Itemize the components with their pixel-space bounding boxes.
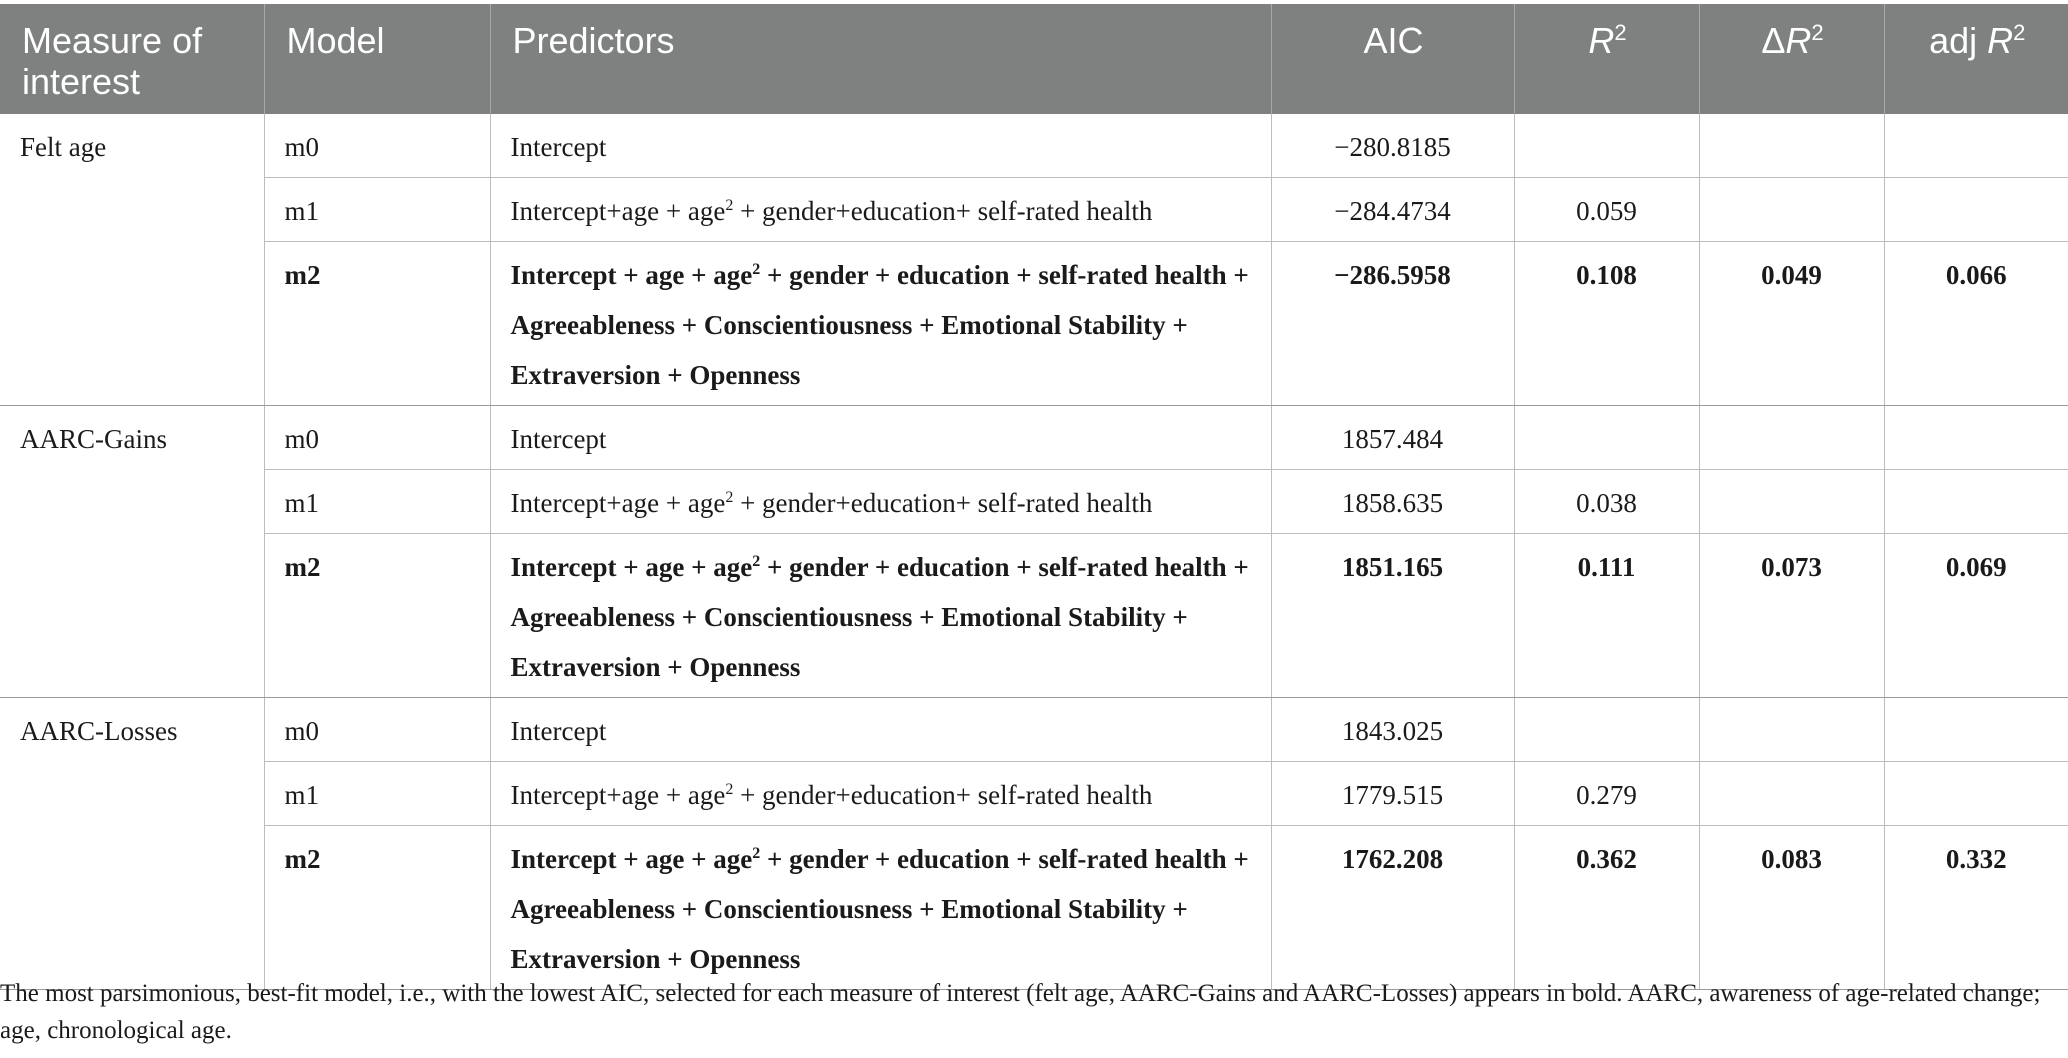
header-model: Model [264, 4, 490, 114]
header-aic: AIC [1271, 4, 1514, 114]
aic-cell: −284.4734 [1271, 178, 1514, 242]
aic-cell: 1779.515 [1271, 762, 1514, 826]
aic-cell: −286.5958 [1271, 242, 1514, 406]
measure-cell: AARC-Gains [0, 406, 264, 698]
predictors-text: Intercept + age + age [510, 844, 753, 874]
aic-cell: 1858.635 [1271, 470, 1514, 534]
header-predictors: Predictors [490, 4, 1271, 114]
predictors-cell [490, 406, 1271, 470]
header-r2-symbol: R [1588, 20, 1615, 61]
table-row [0, 114, 2068, 178]
predictors-text-rest: + gender + education + self-rated health + Agreeableness + Conscientiousness + Emotional Stability + Extraversion + Openness [510, 844, 1249, 974]
model-cell: m1 [264, 470, 490, 534]
adj-r2-cell [1884, 762, 2068, 826]
measure-cell: Felt age [0, 114, 264, 406]
header-row [0, 4, 2068, 114]
adj-r2-cell [1884, 114, 2068, 178]
table-row-best-model [0, 826, 2068, 990]
predictors-cell [490, 114, 1271, 178]
predictors-text-rest: + gender+education+ self-rated health [733, 196, 1153, 226]
model-cell: m2 [264, 242, 490, 406]
r2-cell: 0.111 [1514, 534, 1699, 698]
predictors-cell [490, 242, 1271, 406]
predictors-cell [490, 826, 1271, 990]
model-comparison-table-container [0, 4, 2068, 990]
delta-r2-cell: 0.073 [1699, 534, 1884, 698]
delta-r2-cell [1699, 762, 1884, 826]
adj-r2-cell [1884, 406, 2068, 470]
table-body [0, 114, 2068, 990]
aic-cell: 1857.484 [1271, 406, 1514, 470]
table-row [0, 178, 2068, 242]
delta-r2-cell [1699, 470, 1884, 534]
r2-cell: 0.059 [1514, 178, 1699, 242]
header-delta-r2 [1699, 4, 1884, 114]
header-r2-superscript: 2 [1614, 20, 1627, 45]
header-delta-r2-superscript: 2 [1811, 20, 1824, 45]
predictors-text: Intercept+age + age [510, 780, 726, 810]
predictors-text-rest: + gender+education+ self-rated health [733, 780, 1153, 810]
header-adj-r2-symbol: R [1987, 20, 2014, 61]
header-measure-of-interest: Measure of interest [0, 4, 264, 114]
predictors-cell [490, 470, 1271, 534]
model-cell: m2 [264, 534, 490, 698]
predictors-superscript: 2 [752, 553, 761, 570]
predictors-text-rest: + gender + education + self-rated health + Agreeableness + Conscientiousness + Emotional Stability + Extraversion + Openness [510, 552, 1249, 682]
table-footnote: The most parsimonious, best-fit model, i.e., with the lowest AIC, selected for each measure of interest (felt age, AARC-Gains and AARC-Losses) appears in bold. AARC, awareness of age-related change; age, chronological age. [0, 980, 2041, 1044]
model-comparison-table [0, 4, 2068, 990]
table-row [0, 470, 2068, 534]
aic-cell: −280.8185 [1271, 114, 1514, 178]
table-row [0, 762, 2068, 826]
predictors-text: Intercept [510, 132, 607, 162]
delta-r2-cell [1699, 698, 1884, 762]
predictors-text-rest: + gender+education+ self-rated health [733, 488, 1153, 518]
adj-r2-cell [1884, 698, 2068, 762]
model-cell: m1 [264, 762, 490, 826]
r2-cell: 0.108 [1514, 242, 1699, 406]
header-adj-prefix: adj [1929, 20, 1988, 61]
delta-r2-cell [1699, 178, 1884, 242]
header-adj-r2-superscript: 2 [2013, 20, 2026, 45]
predictors-text: Intercept+age + age [510, 196, 726, 226]
header-adj-r2 [1884, 4, 2068, 114]
delta-r2-cell: 0.049 [1699, 242, 1884, 406]
table-row-best-model [0, 242, 2068, 406]
aic-cell: 1762.208 [1271, 826, 1514, 990]
adj-r2-cell: 0.069 [1884, 534, 2068, 698]
predictors-text-rest: + gender + education + self-rated health + Agreeableness + Conscientiousness + Emotional Stability + Extraversion + Openness [510, 260, 1249, 390]
r2-cell [1514, 698, 1699, 762]
predictors-superscript: 2 [725, 781, 734, 798]
predictors-superscript: 2 [752, 261, 761, 278]
predictors-cell [490, 178, 1271, 242]
predictors-superscript: 2 [725, 489, 734, 506]
r2-cell: 0.038 [1514, 470, 1699, 534]
header-delta-symbol: Δ [1761, 20, 1786, 61]
adj-r2-cell: 0.066 [1884, 242, 2068, 406]
header-delta-r2-symbol: R [1785, 20, 1812, 61]
table-row [0, 698, 2068, 762]
predictors-text: Intercept + age + age [510, 260, 753, 290]
r2-cell [1514, 406, 1699, 470]
r2-cell: 0.362 [1514, 826, 1699, 990]
predictors-text: Intercept [510, 716, 607, 746]
predictors-text: Intercept+age + age [510, 488, 726, 518]
model-cell: m1 [264, 178, 490, 242]
table-row [0, 406, 2068, 470]
delta-r2-cell [1699, 406, 1884, 470]
model-cell: m2 [264, 826, 490, 990]
predictors-superscript: 2 [752, 845, 761, 862]
adj-r2-cell [1884, 470, 2068, 534]
model-cell: m0 [264, 698, 490, 762]
r2-cell [1514, 114, 1699, 178]
adj-r2-cell: 0.332 [1884, 826, 2068, 990]
aic-cell: 1843.025 [1271, 698, 1514, 762]
predictors-cell [490, 534, 1271, 698]
delta-r2-cell: 0.083 [1699, 826, 1884, 990]
delta-r2-cell [1699, 114, 1884, 178]
r2-cell: 0.279 [1514, 762, 1699, 826]
adj-r2-cell [1884, 178, 2068, 242]
header-r2 [1514, 4, 1699, 114]
model-cell: m0 [264, 406, 490, 470]
predictors-text: Intercept + age + age [510, 552, 753, 582]
measure-cell: AARC-Losses [0, 698, 264, 990]
predictors-cell [490, 698, 1271, 762]
aic-cell: 1851.165 [1271, 534, 1514, 698]
table-header [0, 4, 2068, 114]
table-row-best-model [0, 534, 2068, 698]
predictors-superscript: 2 [725, 197, 734, 214]
predictors-cell [490, 762, 1271, 826]
model-cell: m0 [264, 114, 490, 178]
predictors-text: Intercept [510, 424, 607, 454]
